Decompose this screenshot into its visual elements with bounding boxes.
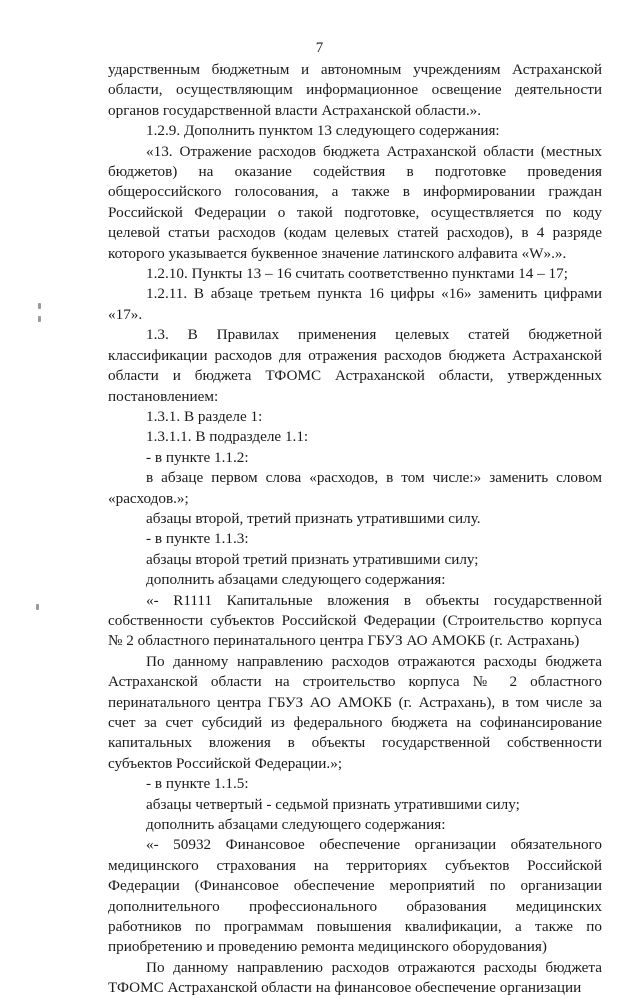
paragraph: 1.2.9. Дополнить пунктом 13 следующего содержания: (146, 122, 500, 140)
paragraph: абзацы четвертый - седьмой признать утратившими силу; (146, 795, 520, 813)
paragraph: - в пункте 1.1.2: (146, 448, 249, 466)
paragraph: По данному направлению расходов отражаются расходы бюджета ТФОМС Астраханской области на финансовое обеспечение организации (108, 958, 602, 997)
paragraph: 1.3. В Правилах применения целевых статей бюджетной классификации расходов для отражения расходов бюджета Астраханской области и бюджета ТФОМС Астраханской области, утвержденных постановлением: (108, 326, 602, 405)
paragraph: - в пункте 1.1.5: (146, 775, 249, 793)
paragraph: - в пункте 1.1.3: (146, 530, 249, 548)
paragraph: «- 50932 Финансовое обеспечение организации обязательного медицинского страхования на территориях субъектов Российской Федерации (Финансовое обеспечение мероприятий по организации дополнительного профессионального образования медицинских работников по программам повышения квалификации, а также по приобретению и проведению ремонта медицинского оборудования) (108, 836, 602, 956)
paragraph: дополнить абзацами следующего содержания: (146, 571, 446, 589)
paragraph: 1.3.1. В разделе 1: (146, 407, 263, 425)
paragraph: ударственным бюджетным и автономным учреждениям Астраханской области, осуществляющим информационное освещение деятельности органов государственной власти Астраханской области.». (108, 61, 602, 119)
paragraph: «- R1111 Капитальные вложения в объекты государственной собственности субъектов Российской Федерации (Строительство корпуса № 2 областного перинатального центра ГБУЗ АО АМОКБ (г. Астрахань) (108, 591, 602, 650)
scan-mark (38, 316, 41, 322)
paragraph: в абзаце первом слова «расходов, в том числе:» заменить словом «расходов.»; (108, 469, 602, 507)
paragraph: дополнить абзацами следующего содержания: (146, 816, 446, 834)
page-number: 7 (315, 40, 324, 56)
paragraph: 1.2.11. В абзаце третьем пункта 16 цифры «16» заменить цифрами «17». (108, 285, 602, 323)
paragraph: «13. Отражение расходов бюджета Астраханской области (местных бюджетов) на оказание содействия в подготовке проведения общероссийского голосования, а также в информировании граждан Российской Федерации о такой подготовке, осуществляется по коду целевой статьи расходов (кодам целевых статей расходов), в 4 разряде которого указывается буквенное значение латинского алфавита «W».». (108, 142, 602, 262)
paragraph: абзацы второй третий признать утратившими силу; (146, 550, 479, 568)
paragraph: 1.2.10. Пункты 13 – 16 считать соответственно пунктами 14 – 17; (146, 265, 568, 283)
scan-mark (36, 604, 39, 610)
paragraph: абзацы второй, третий признать утратившими силу. (146, 509, 481, 527)
document-body (108, 60, 602, 999)
scan-mark (38, 303, 41, 309)
paragraph: По данному направлению расходов отражаются расходы бюджета Астраханской области на строительство корпуса № 2 областного перинатального центра ГБУЗ АО АМОКБ (г. Астрахань), в том числе за счет за счет субсидий из федерального бюджета на софинансирование капитальных вложения в объекты государственной собственности субъектов Российской Федерации.»; (108, 652, 602, 772)
paragraph: 1.3.1.1. В подразделе 1.1: (146, 428, 309, 446)
